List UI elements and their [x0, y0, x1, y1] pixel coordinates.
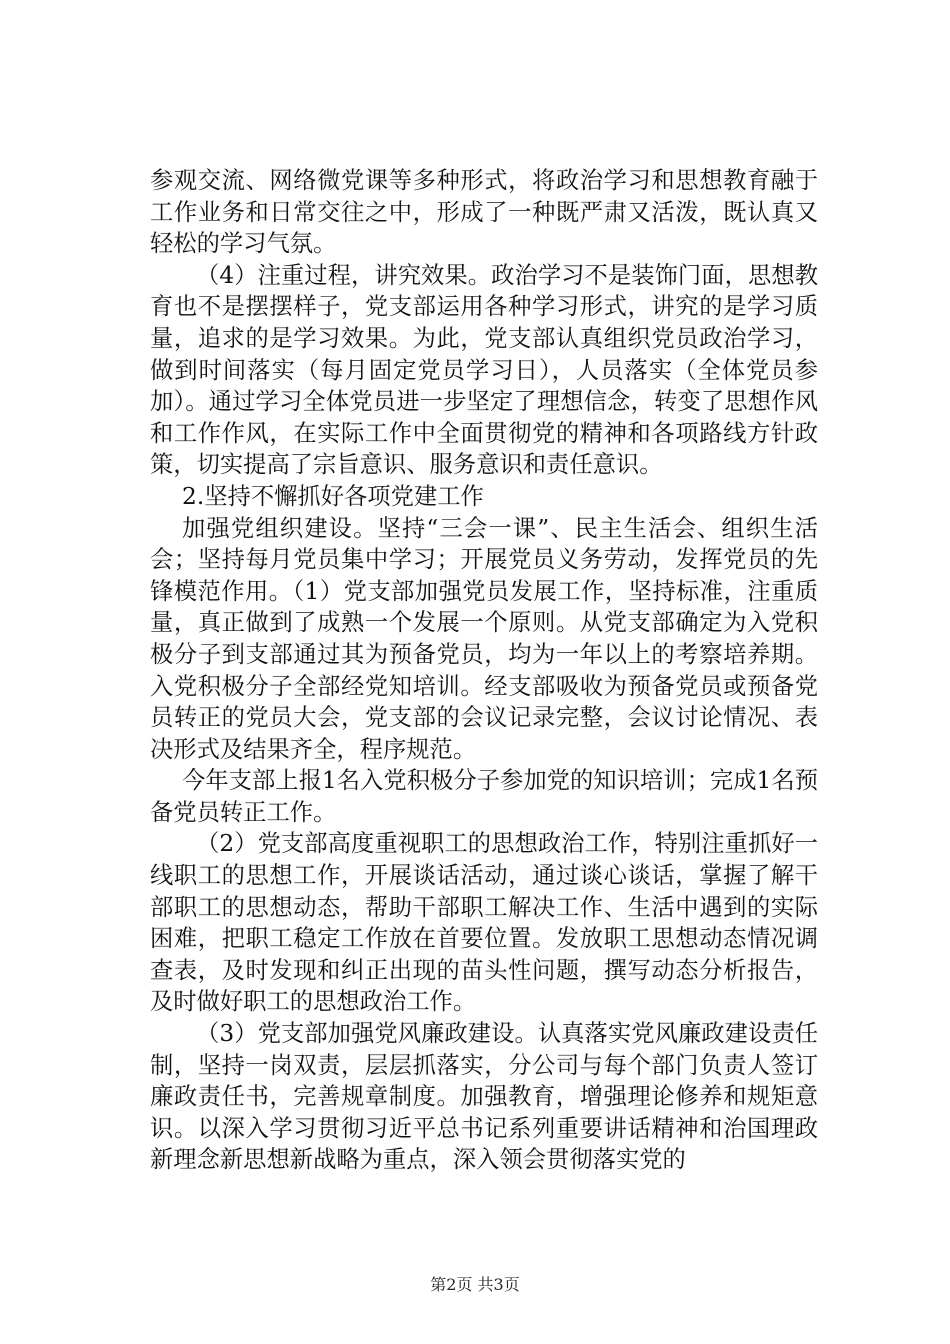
paragraph-4: 加强党组织建设。坚持“三会一课”、民主生活会、组织生活会；坚持每月党员集中学习；开展党员义务劳动，发挥党员的先锋模范作用。（1）党支部加强党员发展工作，坚持标准，注重质量，真正做到了成熟一个发展一个原则。从党支部确定为入党积极分子到支部通过其为预备党员，均为一年以上的考察培养期。入党积极分子全部经党知培训。经支部吸收为预备党员或预备党员转正的党员大会，党支部的会议记录完整，会议讨论情况、表决形式及结果齐全，程序规范。	[150, 514, 818, 763]
section-heading: 2.坚持不懈抓好各项党建工作	[182, 482, 484, 510]
paragraph-7: （3）党支部加强党风廉政建设。认真落实党风廉政建设责任制，坚持一岗双责，层层抓落实，分公司与每个部门负责人签订廉政责任书，完善规章制度。加强教育，增强理论修养和规矩意识。以深入学习贯彻习近平总书记系列重要讲话精神和治国理政新理念新思想新战略为重点，深入领会贯彻落实党的	[150, 1020, 818, 1174]
paragraph-1: 参观交流、网络微党课等多种形式，将政治学习和思想教育融于工作业务和日常交往之中，形成了一种既严肃又活泼，既认真又轻松的学习气氛。	[150, 167, 818, 258]
paragraph-5: 今年支部上报1名入党积极分子参加党的知识培训；完成1名预备党员转正工作。	[150, 767, 818, 826]
paragraph-6: （2）党支部高度重视职工的思想政治工作，特别注重抓好一线职工的思想工作，开展谈话活动，通过谈心谈话，掌握了解干部职工的思想动态，帮助干部职工解决工作、生活中遇到的实际困难，把职工稳定工作放在首要位置。发放职工思想动态情况调查表，及时发现和纠正出现的苗头性问题，撰写动态分析报告，及时做好职工的思想政治工作。	[150, 830, 818, 1016]
page-footer: 第2页 共3页	[430, 1275, 520, 1294]
document-body	[150, 165, 818, 1176]
paragraph-2: （4）注重过程，讲究效果。政治学习不是装饰门面，思想教育也不是摆摆样子，党支部运用各种学习形式，讲究的是学习质量，追求的是学习效果。为此，党支部认真组织党员政治学习，做到时间落实（每月固定党员学习日），人员落实（全体党员参加）。通过学习全体党员进一步坚定了理想信念，转变了思想作风和工作作风，在实际工作中全面贯彻党的精神和各项路线方针政策，切实提高了宗旨意识、服务意识和责任意识。	[150, 261, 818, 479]
